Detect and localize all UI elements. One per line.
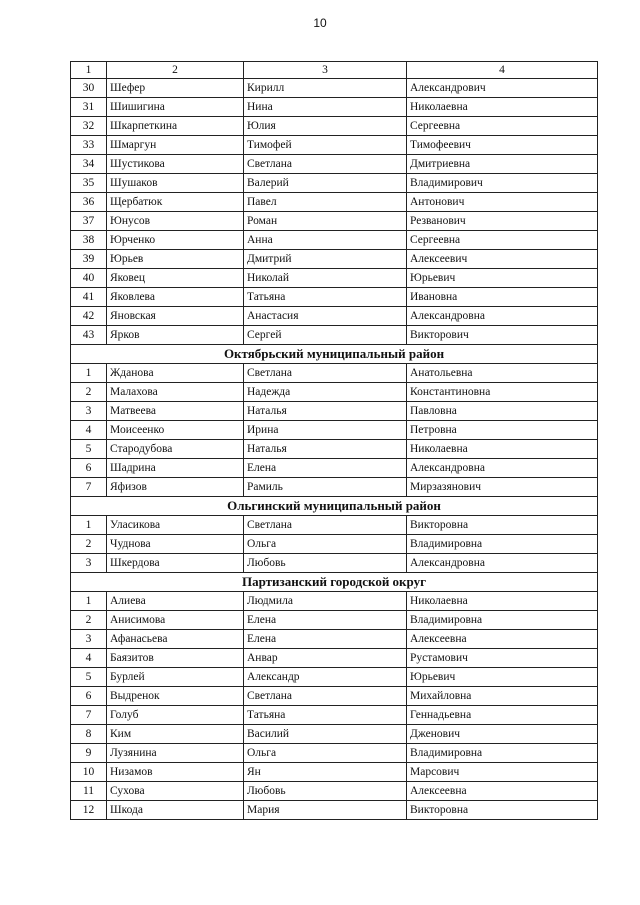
- cell-name: Светлана: [244, 687, 407, 706]
- cell-number: 4: [71, 421, 107, 440]
- section-title-row: [71, 573, 598, 592]
- cell-number: 34: [71, 155, 107, 174]
- cell-surname: Яковлева: [107, 288, 244, 307]
- cell-patronymic: Дмитриевна: [407, 155, 598, 174]
- table-row: [71, 535, 598, 554]
- table-row: [71, 744, 598, 763]
- cell-number: 2: [71, 611, 107, 630]
- cell-surname: Шкарпеткина: [107, 117, 244, 136]
- table-row: [71, 155, 598, 174]
- cell-name: Мария: [244, 801, 407, 820]
- cell-surname: Юнусов: [107, 212, 244, 231]
- persons-table: [70, 61, 598, 820]
- table-row: [71, 136, 598, 155]
- table-row: [71, 725, 598, 744]
- cell-surname: Шушаков: [107, 174, 244, 193]
- cell-name: Дмитрий: [244, 250, 407, 269]
- cell-patronymic: Сергеевна: [407, 117, 598, 136]
- cell-name: Роман: [244, 212, 407, 231]
- cell-patronymic: Петровна: [407, 421, 598, 440]
- cell-name: Елена: [244, 459, 407, 478]
- cell-surname: Анисимова: [107, 611, 244, 630]
- table-row: [71, 440, 598, 459]
- cell-name: Ольга: [244, 744, 407, 763]
- cell-number: 38: [71, 231, 107, 250]
- cell-name: Юлия: [244, 117, 407, 136]
- cell-name: Елена: [244, 611, 407, 630]
- cell-surname: Уласикова: [107, 516, 244, 535]
- cell-number: 2: [71, 535, 107, 554]
- table-row: [71, 801, 598, 820]
- cell-name: Николай: [244, 269, 407, 288]
- table-row: [71, 478, 598, 497]
- cell-number: 39: [71, 250, 107, 269]
- cell-surname: Низамов: [107, 763, 244, 782]
- cell-surname: Чуднова: [107, 535, 244, 554]
- cell-patronymic: Владимирович: [407, 174, 598, 193]
- table-row: [71, 649, 598, 668]
- cell-surname: Шмаргун: [107, 136, 244, 155]
- section-title: Октябрьский муниципальный район: [71, 345, 598, 364]
- table-row: [71, 307, 598, 326]
- cell-name: Татьяна: [244, 288, 407, 307]
- table-row: [71, 763, 598, 782]
- cell-number: 35: [71, 174, 107, 193]
- cell-number: 5: [71, 440, 107, 459]
- cell-number: 43: [71, 326, 107, 345]
- cell-name: Наталья: [244, 402, 407, 421]
- cell-surname: Моисеенко: [107, 421, 244, 440]
- cell-patronymic: Марсович: [407, 763, 598, 782]
- cell-patronymic: Викторович: [407, 326, 598, 345]
- cell-name: Надежда: [244, 383, 407, 402]
- table-row: [71, 231, 598, 250]
- cell-number: 41: [71, 288, 107, 307]
- table-row: [71, 117, 598, 136]
- table-row: [71, 364, 598, 383]
- cell-patronymic: Алексеевич: [407, 250, 598, 269]
- section-title-row: [71, 345, 598, 364]
- cell-patronymic: Николаевна: [407, 592, 598, 611]
- table-row: [71, 98, 598, 117]
- cell-number: 1: [71, 516, 107, 535]
- header-cell-number: 1: [71, 62, 107, 79]
- cell-number: 12: [71, 801, 107, 820]
- cell-number: 30: [71, 79, 107, 98]
- cell-patronymic: Рустамович: [407, 649, 598, 668]
- cell-name: Светлана: [244, 364, 407, 383]
- cell-patronymic: Владимировна: [407, 611, 598, 630]
- table-row: [71, 326, 598, 345]
- cell-number: 32: [71, 117, 107, 136]
- table-row: [71, 687, 598, 706]
- cell-surname: Юрьев: [107, 250, 244, 269]
- cell-surname: Сухова: [107, 782, 244, 801]
- cell-patronymic: Резванович: [407, 212, 598, 231]
- cell-name: Елена: [244, 630, 407, 649]
- cell-surname: Шадрина: [107, 459, 244, 478]
- cell-number: 36: [71, 193, 107, 212]
- table-row: [71, 668, 598, 687]
- cell-name: Людмила: [244, 592, 407, 611]
- cell-surname: Шефер: [107, 79, 244, 98]
- cell-surname: Яфизов: [107, 478, 244, 497]
- cell-patronymic: Викторовна: [407, 516, 598, 535]
- cell-surname: Алиева: [107, 592, 244, 611]
- cell-surname: Яковец: [107, 269, 244, 288]
- cell-number: 7: [71, 706, 107, 725]
- header-cell-patronymic: 4: [407, 62, 598, 79]
- cell-patronymic: Александровна: [407, 307, 598, 326]
- cell-surname: Матвеева: [107, 402, 244, 421]
- cell-patronymic: Владимировна: [407, 744, 598, 763]
- cell-name: Ольга: [244, 535, 407, 554]
- cell-number: 33: [71, 136, 107, 155]
- table-row: [71, 250, 598, 269]
- cell-surname: Шишигина: [107, 98, 244, 117]
- cell-name: Любовь: [244, 782, 407, 801]
- cell-patronymic: Дженович: [407, 725, 598, 744]
- cell-name: Кирилл: [244, 79, 407, 98]
- table-header-row: [71, 62, 598, 79]
- cell-name: Александр: [244, 668, 407, 687]
- cell-patronymic: Анатольевна: [407, 364, 598, 383]
- cell-number: 3: [71, 554, 107, 573]
- cell-number: 8: [71, 725, 107, 744]
- cell-patronymic: Павловна: [407, 402, 598, 421]
- table-row: [71, 554, 598, 573]
- cell-patronymic: Сергеевна: [407, 231, 598, 250]
- cell-surname: Стародубова: [107, 440, 244, 459]
- section-title-row: [71, 497, 598, 516]
- table-row: [71, 421, 598, 440]
- table-row: [71, 402, 598, 421]
- cell-name: Павел: [244, 193, 407, 212]
- cell-patronymic: Ивановна: [407, 288, 598, 307]
- cell-surname: Лузянина: [107, 744, 244, 763]
- table-body: [71, 62, 598, 820]
- section-title: Партизанский городской округ: [71, 573, 598, 592]
- cell-patronymic: Алексеевна: [407, 782, 598, 801]
- cell-patronymic: Константиновна: [407, 383, 598, 402]
- cell-number: 3: [71, 630, 107, 649]
- cell-surname: Ким: [107, 725, 244, 744]
- cell-name: Анна: [244, 231, 407, 250]
- table-row: [71, 630, 598, 649]
- cell-patronymic: Викторовна: [407, 801, 598, 820]
- cell-surname: Шкода: [107, 801, 244, 820]
- table-row: [71, 193, 598, 212]
- cell-name: Светлана: [244, 516, 407, 535]
- page-number: 10: [313, 16, 327, 30]
- cell-surname: Жданова: [107, 364, 244, 383]
- cell-number: 1: [71, 364, 107, 383]
- cell-surname: Шустикова: [107, 155, 244, 174]
- table-row: [71, 782, 598, 801]
- cell-number: 2: [71, 383, 107, 402]
- header-cell-name: 3: [244, 62, 407, 79]
- cell-number: 5: [71, 668, 107, 687]
- header-cell-surname: 2: [107, 62, 244, 79]
- cell-surname: Голуб: [107, 706, 244, 725]
- cell-name: Нина: [244, 98, 407, 117]
- table-row: [71, 592, 598, 611]
- cell-patronymic: Александровна: [407, 554, 598, 573]
- table-row: [71, 212, 598, 231]
- cell-surname: Яновская: [107, 307, 244, 326]
- cell-surname: Баязитов: [107, 649, 244, 668]
- cell-number: 4: [71, 649, 107, 668]
- cell-name: Анастасия: [244, 307, 407, 326]
- cell-patronymic: Владимировна: [407, 535, 598, 554]
- cell-number: 9: [71, 744, 107, 763]
- cell-number: 37: [71, 212, 107, 231]
- cell-surname: Бурлей: [107, 668, 244, 687]
- cell-patronymic: Антонович: [407, 193, 598, 212]
- cell-number: 10: [71, 763, 107, 782]
- cell-patronymic: Тимофеевич: [407, 136, 598, 155]
- cell-name: Анвар: [244, 649, 407, 668]
- cell-name: Светлана: [244, 155, 407, 174]
- cell-number: 40: [71, 269, 107, 288]
- cell-name: Василий: [244, 725, 407, 744]
- cell-name: Валерий: [244, 174, 407, 193]
- cell-patronymic: Юрьевич: [407, 269, 598, 288]
- cell-surname: Выдренок: [107, 687, 244, 706]
- cell-patronymic: Александровна: [407, 459, 598, 478]
- table-row: [71, 269, 598, 288]
- cell-patronymic: Алексеевна: [407, 630, 598, 649]
- cell-name: Тимофей: [244, 136, 407, 155]
- cell-number: 42: [71, 307, 107, 326]
- cell-number: 6: [71, 459, 107, 478]
- cell-number: 3: [71, 402, 107, 421]
- cell-patronymic: Мирзазянович: [407, 478, 598, 497]
- cell-number: 7: [71, 478, 107, 497]
- cell-surname: Шкердова: [107, 554, 244, 573]
- table-row: [71, 383, 598, 402]
- cell-patronymic: Николаевна: [407, 98, 598, 117]
- cell-surname: Малахова: [107, 383, 244, 402]
- cell-name: Сергей: [244, 326, 407, 345]
- cell-name: Рамиль: [244, 478, 407, 497]
- cell-surname: Ярков: [107, 326, 244, 345]
- cell-name: Любовь: [244, 554, 407, 573]
- cell-surname: Щербатюк: [107, 193, 244, 212]
- cell-name: Ирина: [244, 421, 407, 440]
- table-row: [71, 459, 598, 478]
- table-row: [71, 174, 598, 193]
- table-row: [71, 79, 598, 98]
- cell-number: 31: [71, 98, 107, 117]
- cell-surname: Юрченко: [107, 231, 244, 250]
- cell-name: Татьяна: [244, 706, 407, 725]
- table-row: [71, 288, 598, 307]
- cell-patronymic: Юрьевич: [407, 668, 598, 687]
- cell-patronymic: Николаевна: [407, 440, 598, 459]
- cell-patronymic: Михайловна: [407, 687, 598, 706]
- table-row: [71, 706, 598, 725]
- cell-name: Наталья: [244, 440, 407, 459]
- cell-number: 1: [71, 592, 107, 611]
- cell-surname: Афанасьева: [107, 630, 244, 649]
- cell-name: Ян: [244, 763, 407, 782]
- cell-number: 11: [71, 782, 107, 801]
- cell-patronymic: Геннадьевна: [407, 706, 598, 725]
- section-title: Ольгинский муниципальный район: [71, 497, 598, 516]
- table-row: [71, 611, 598, 630]
- table-row: [71, 516, 598, 535]
- cell-patronymic: Александрович: [407, 79, 598, 98]
- cell-number: 6: [71, 687, 107, 706]
